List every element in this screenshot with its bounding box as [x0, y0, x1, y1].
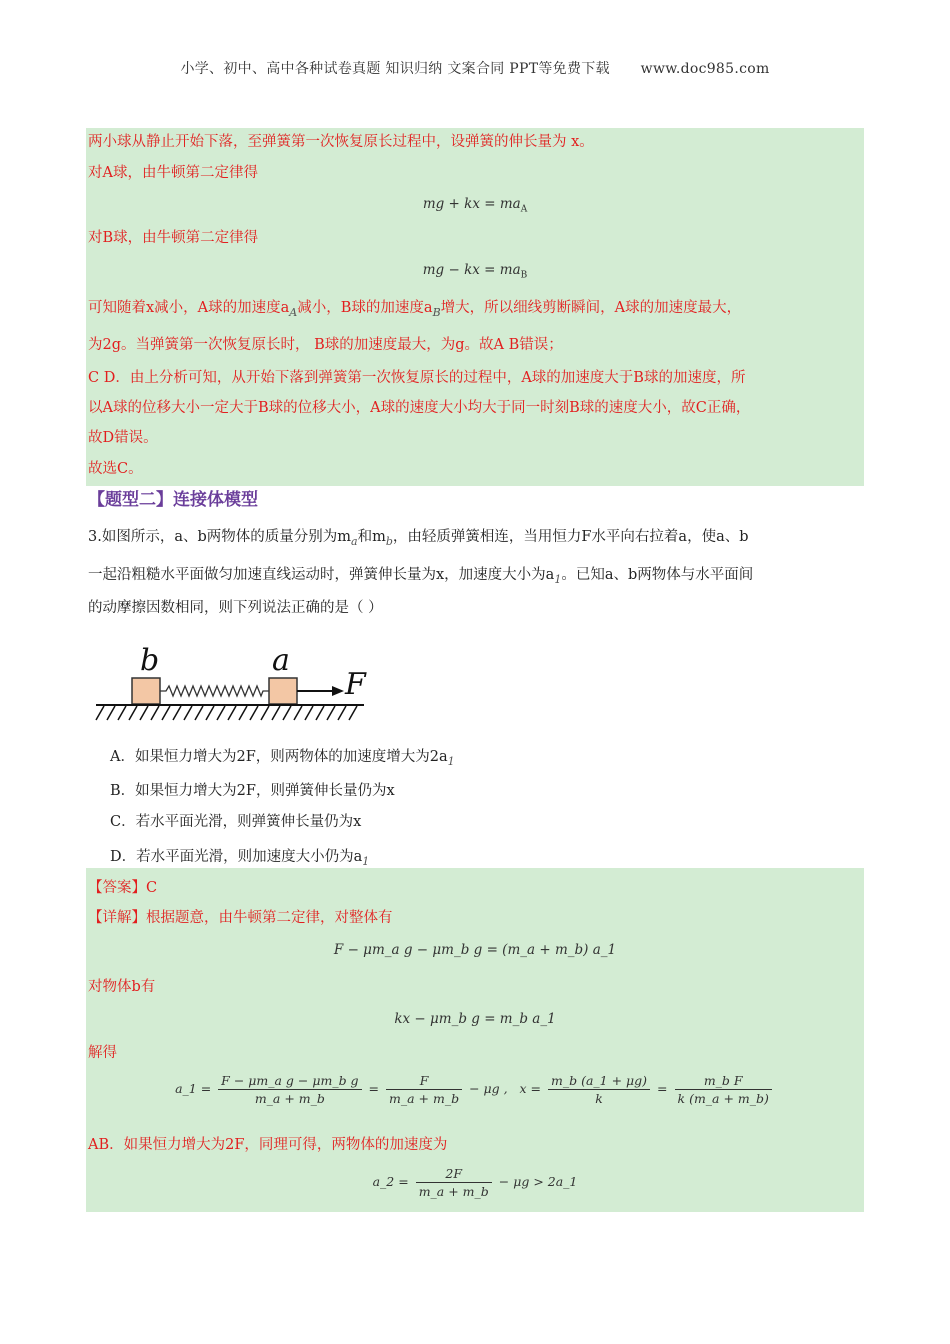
- label-b: b: [140, 643, 160, 678]
- object-b-line: 对物体b有: [88, 979, 156, 995]
- spring: [160, 686, 269, 696]
- label-a: a: [272, 643, 290, 678]
- spring-block-diagram: [88, 628, 392, 728]
- header-text: 小学、初中、高中各种试卷真题 知识归纳 文案合同 PPT等免费下载: [180, 61, 610, 77]
- formula-b-ball: mg − kx = $ma_B$: [422, 262, 528, 281]
- ground-hatch: [96, 706, 357, 720]
- formula-object-b: kx − μm_b g = m_b a_1: [394, 1011, 556, 1027]
- formula-whole-system: F − μm_a g − μm_b g = (m_a + m_b) a_1: [333, 942, 617, 958]
- formula-a2: a_2 = $\frac{2F}{m\_a + m\_b}$ − μg > 2a_1: [372, 1166, 578, 1199]
- header-url[interactable]: www.doc985.com: [640, 61, 770, 77]
- option-b[interactable]: B．如果恒力增大为2F，则弹簧伸长量仍为x: [110, 783, 395, 799]
- solution-line-4: 可知随着x减小，A球的加速度$a_A$减小，B球的加速度$a_B$增大，所以细线剪断瞬间，A球的加速度最大，: [88, 300, 742, 319]
- ab-line: AB．如果恒力增大为2F，同理可得，两物体的加速度为: [88, 1137, 448, 1153]
- solution-line-8: 故D错误。: [88, 430, 158, 446]
- label-F: F: [345, 667, 366, 702]
- section-title: 【题型二】连接体模型: [88, 490, 258, 510]
- solution-line-3: 对B球，由牛顿第二定律得: [88, 230, 259, 246]
- option-c[interactable]: C．若水平面光滑，则弹簧伸长量仍为x: [110, 814, 362, 830]
- force-arrow-head: [332, 686, 344, 696]
- question-line-3: 的动摩擦因数相同，则下列说法正确的是（ ）: [88, 600, 383, 616]
- block-b: [132, 678, 160, 704]
- option-a[interactable]: A．如果恒力增大为2F，则两物体的加速度增大为$2a_1$: [110, 749, 455, 768]
- question-line-1: 3.如图所示，a、b两物体的质量分别为$m_a$和$m_b$，由轻质弹簧相连，当用恒力F水平向右拉着a，使a、b: [88, 529, 749, 548]
- solution-line-9: 故选C。: [88, 461, 143, 477]
- solution-line-2: 对A球，由牛顿第二定律得: [88, 165, 258, 181]
- solve-line: 解得: [88, 1045, 117, 1061]
- formula-a-ball: mg + kx = $ma_A$: [422, 196, 528, 215]
- solution-line-6: C D．由上分析可知，从开始下落到弹簧第一次恢复原长的过程中，A球的加速度大于B球的加速度，所: [88, 370, 746, 386]
- formula-solution: a_1 = $\frac{\text{F − μm\_a g − μm\_b g}}{m\_a + m\_b}$ = $\frac{F}{m\_a + m\_b}$ − μg , x = $\frac{m\_b (a\_1 + \mu g)}{k}$ = $\frac{\text{m\_b F}}{k (m\_a + m\_b)}$: [86, 1073, 864, 1106]
- detail-line: 【详解】根据题意，由牛顿第二定律，对整体有: [88, 910, 393, 926]
- block-a: [269, 678, 297, 704]
- answer-line: 【答案】C: [88, 880, 158, 896]
- solution-line-7: 以A球的位移大小一定大于B球的位移大小，A球的速度大小均大于同一时刻B球的速度大小，故C正确，: [88, 400, 751, 416]
- site-header: [0, 58, 950, 78]
- option-d[interactable]: D．若水平面光滑，则加速度大小仍为$a_1$: [110, 849, 370, 868]
- question-line-2: 一起沿粗糙水平面做匀加速直线运动时，弹簧伸长量为x，加速度大小为$a_1$。已知a、b两物体与水平面间: [88, 567, 754, 586]
- diagram-svg: [88, 628, 392, 728]
- solution-line-5: 为2g。当弹簧第一次恢复原长时， B球的加速度最大，为g。故A B错误；: [88, 337, 563, 353]
- solution-line-1: 两小球从静止开始下落，至弹簧第一次恢复原长过程中，设弹簧的伸长量为 x。: [88, 134, 594, 150]
